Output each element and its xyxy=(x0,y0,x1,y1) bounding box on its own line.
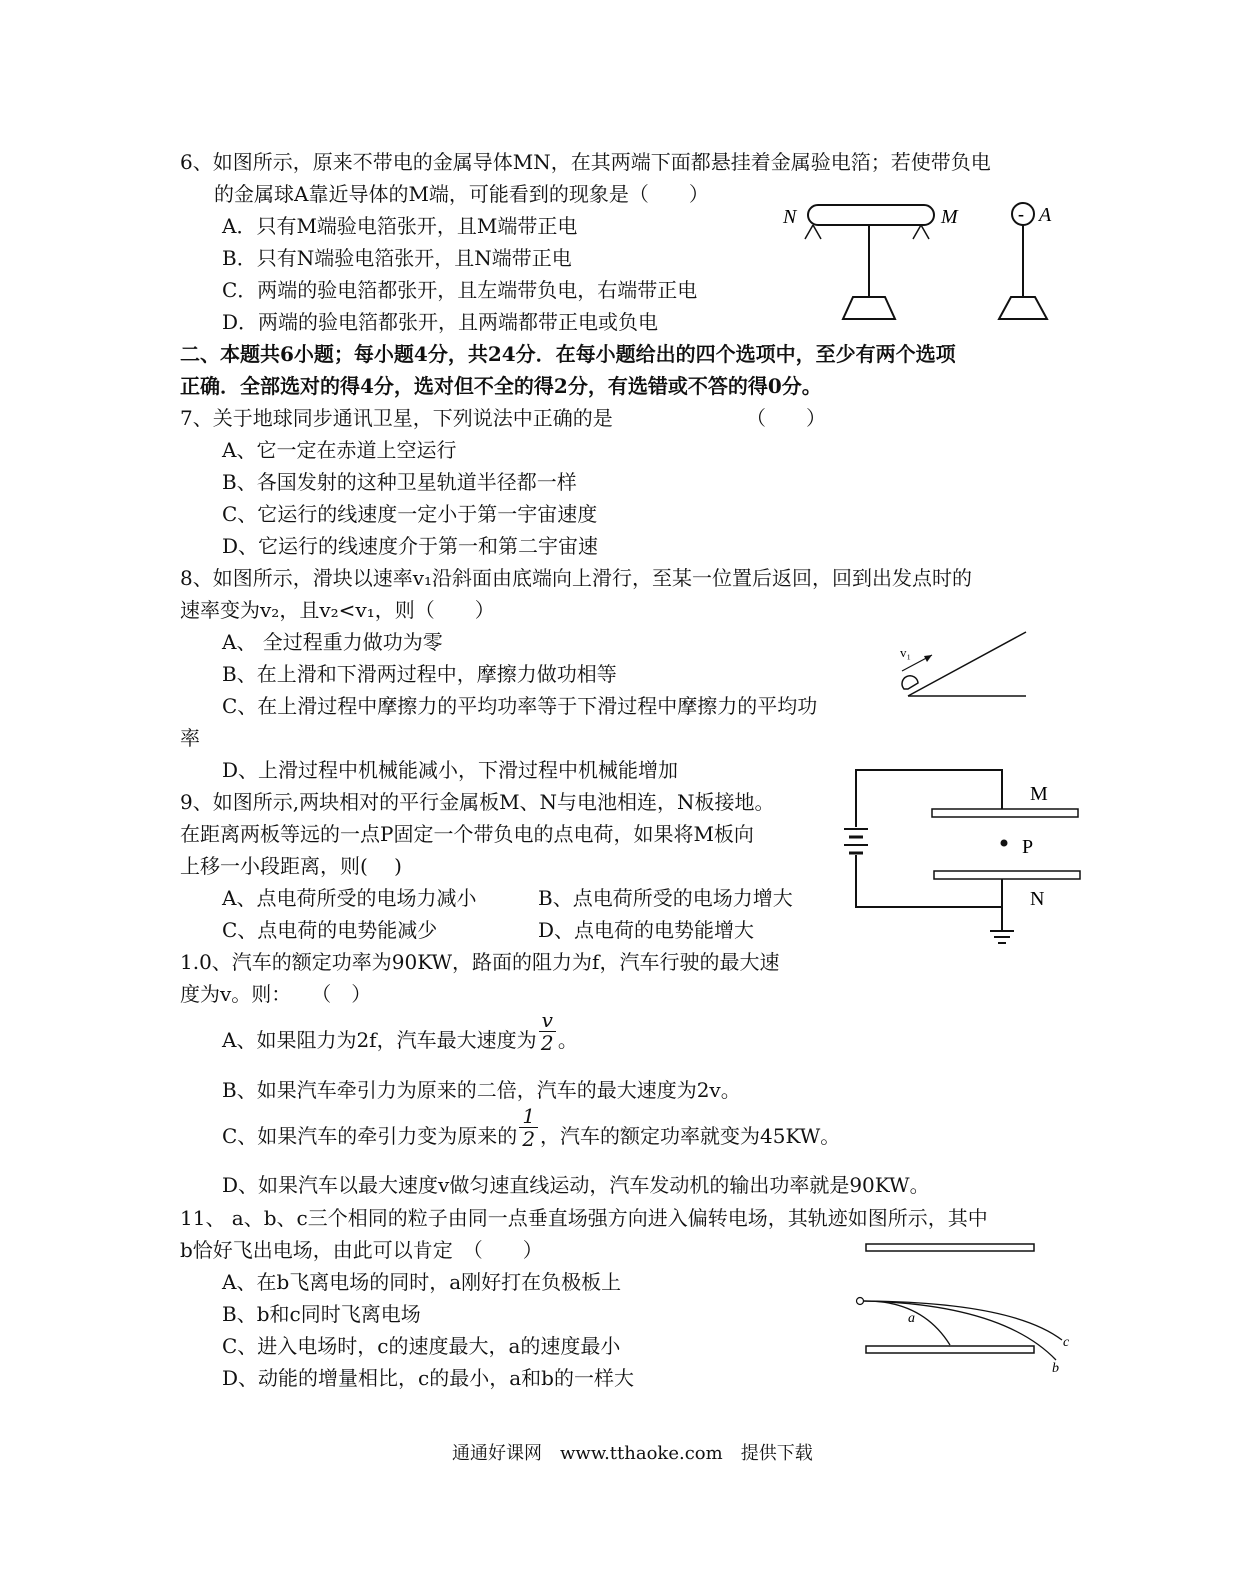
q9-label-m: M xyxy=(1030,783,1048,805)
wire-top xyxy=(856,770,1002,827)
q9-label-p: P xyxy=(1022,836,1034,858)
q8-option-d: D、上滑过程中机械能减小，下滑过程中机械能增加 xyxy=(222,758,679,782)
section2-line1: 二、本题共6小题；每小题4分，共24分．在每小题给出的四个选项中，至少有两个选项 xyxy=(180,342,956,366)
q9-option-a: A、点电荷所受的电场力减小 xyxy=(222,886,477,910)
q9-stem-line3: 上移一小段距离，则( ) xyxy=(180,854,402,878)
q11-label-c: c xyxy=(1063,1335,1070,1350)
q11-label-b: b xyxy=(1052,1361,1059,1376)
q9-stem-line1: 9、如图所示,两块相对的平行金属板M、N与电池相连，N板接地。 xyxy=(180,790,775,814)
q6-stem-line1: 6、如图所示，原来不带电的金属导体MN，在其两端下面都悬挂着金属验电箔；若使带负电 xyxy=(180,150,991,174)
q11-label-a: a xyxy=(908,1311,915,1326)
q6-label-n: N xyxy=(783,206,797,228)
q6-label-a: A xyxy=(1039,204,1052,226)
q10-option-a-text: A、如果阻力为2f，汽车最大速度为 xyxy=(222,1028,537,1052)
fraction-denominator: 2 xyxy=(522,1127,536,1151)
q10-option-a-end: 。 xyxy=(557,1028,578,1052)
q11-option-b: B、b和c同时飞离电场 xyxy=(222,1302,421,1326)
foil-m xyxy=(913,225,929,239)
q10-stem-line1: 1.0、汽车的额定功率为90KW，路面的阻力为f，汽车行驶的最大速 xyxy=(180,950,780,974)
fraction-denominator: 2 xyxy=(540,1031,554,1055)
section2-line2: 正确．全部选对的得4分，选对但不全的得2分，有选错或不答的得0分。 xyxy=(180,374,822,398)
q7-option-c: C、它运行的线速度一定小于第一宇宙速度 xyxy=(222,502,598,526)
q7-answer-paren: （ ） xyxy=(746,406,826,430)
q10-stem-line2: 度为v。则： （ ） xyxy=(180,982,372,1006)
conductor-stand-base xyxy=(843,297,895,319)
q8-incline-figure xyxy=(890,625,1035,705)
q8-label-v1: v₁ xyxy=(900,645,912,660)
q8-option-c: C、在上滑过程中摩擦力的平均功率等于下滑过程中摩擦力的平均功 xyxy=(222,694,818,718)
q8-stem-line2: 速率变为v₂，且v₂<v₁，则（ ） xyxy=(180,598,495,622)
incline-surface xyxy=(908,632,1026,696)
q9-option-c: C、点电荷的电势能减少 xyxy=(222,918,438,942)
fraction-one-half xyxy=(519,1105,538,1150)
trajectory-c xyxy=(863,1301,1062,1340)
q9-label-n: N xyxy=(1030,888,1045,910)
ball-sign: - xyxy=(1018,204,1024,224)
q11-stem-line1: 11、 a、b、c三个相同的粒子由同一点垂直场强方向进入偏转电场，其轨迹如图所示，其中 xyxy=(180,1206,988,1230)
lower-plate xyxy=(866,1346,1034,1353)
q9-stem-line2: 在距离两板等远的一点P固定一个带负电的点电荷，如果将M板向 xyxy=(180,822,754,846)
q6-option-c: C．两端的验电箔都张开，且左端带负电，右端带正电 xyxy=(222,278,698,302)
fraction-numerator: 1 xyxy=(519,1105,538,1128)
q9-capacitor-figure xyxy=(840,765,1085,950)
q10-option-c-text: C、如果汽车的牵引力变为原来的 xyxy=(222,1124,518,1148)
fraction-numerator: v xyxy=(539,1009,556,1032)
q7-option-b: B、各国发射的这种卫星轨道半径都一样 xyxy=(222,470,577,494)
q11-option-a: A、在b飞离电场的同时，a刚好打在负极板上 xyxy=(222,1270,622,1294)
q6-label-m: M xyxy=(941,206,958,228)
entry-point xyxy=(857,1298,864,1305)
page-footer: 通通好课网 www.tthaoke.com 提供下载 xyxy=(452,1443,813,1464)
q7-option-a: A、它一定在赤道上空运行 xyxy=(222,438,457,462)
upper-plate xyxy=(866,1244,1034,1251)
q9-option-d: D、点电荷的电势能增大 xyxy=(538,918,755,942)
fraction-v-over-2 xyxy=(539,1009,556,1054)
q8-option-c-wrap: 率 xyxy=(180,726,200,750)
foil-n xyxy=(805,225,821,239)
q8-stem-line1: 8、如图所示，滑块以速率v₁沿斜面由底端向上滑行，至某一位置后返回，回到出发点时的 xyxy=(180,566,973,590)
q10-option-c xyxy=(222,1104,841,1151)
q6-option-b: B．只有N端验电箔张开，且N端带正电 xyxy=(222,246,572,270)
q6-conductor-figure xyxy=(775,195,1075,330)
slider-block xyxy=(902,676,918,689)
conductor-mn xyxy=(808,205,934,225)
q11-stem-line2: b恰好飞出电场，由此可以肯定 （ ） xyxy=(180,1238,543,1262)
point-p xyxy=(1001,840,1008,847)
q11-option-d: D、动能的增量相比，c的最小，a和b的一样大 xyxy=(222,1366,634,1390)
q6-option-a: A．只有M端验电箔张开，且M端带正电 xyxy=(222,214,578,238)
q6-option-d: D．两端的验电箔都张开，且两端都带正电或负电 xyxy=(222,310,659,334)
trajectory-b xyxy=(863,1301,1056,1360)
q7-stem: 7、关于地球同步通讯卫星，下列说法中正确的是 xyxy=(180,406,613,430)
q8-option-a: A、 全过程重力做功为零 xyxy=(222,630,443,654)
q10-option-a xyxy=(222,1008,578,1055)
plate-n xyxy=(934,871,1080,879)
q11-option-c: C、进入电场时，c的速度最大，a的速度最小 xyxy=(222,1334,621,1358)
q10-option-d: D、如果汽车以最大速度v做匀速直线运动，汽车发动机的输出功率就是90KW。 xyxy=(222,1173,930,1197)
q7-option-d: D、它运行的线速度介于第一和第二宇宙速 xyxy=(222,534,599,558)
q6-stem-line2: 的金属球A靠近导体的M端，可能看到的现象是（ ） xyxy=(214,182,709,206)
q11-deflection-figure xyxy=(852,1238,1077,1378)
q9-option-b: B、点电荷所受的电场力增大 xyxy=(538,886,793,910)
plate-m xyxy=(932,809,1078,817)
q10-option-b: B、如果汽车牵引力为原来的二倍，汽车的最大速度为2v。 xyxy=(222,1078,741,1102)
ball-stand-base xyxy=(999,297,1047,319)
wire-bottom xyxy=(856,855,1002,907)
q8-option-b: B、在上滑和下滑两过程中，摩擦力做功相等 xyxy=(222,662,617,686)
q10-option-c-end: ，汽车的额定功率就变为45KW。 xyxy=(540,1124,841,1148)
